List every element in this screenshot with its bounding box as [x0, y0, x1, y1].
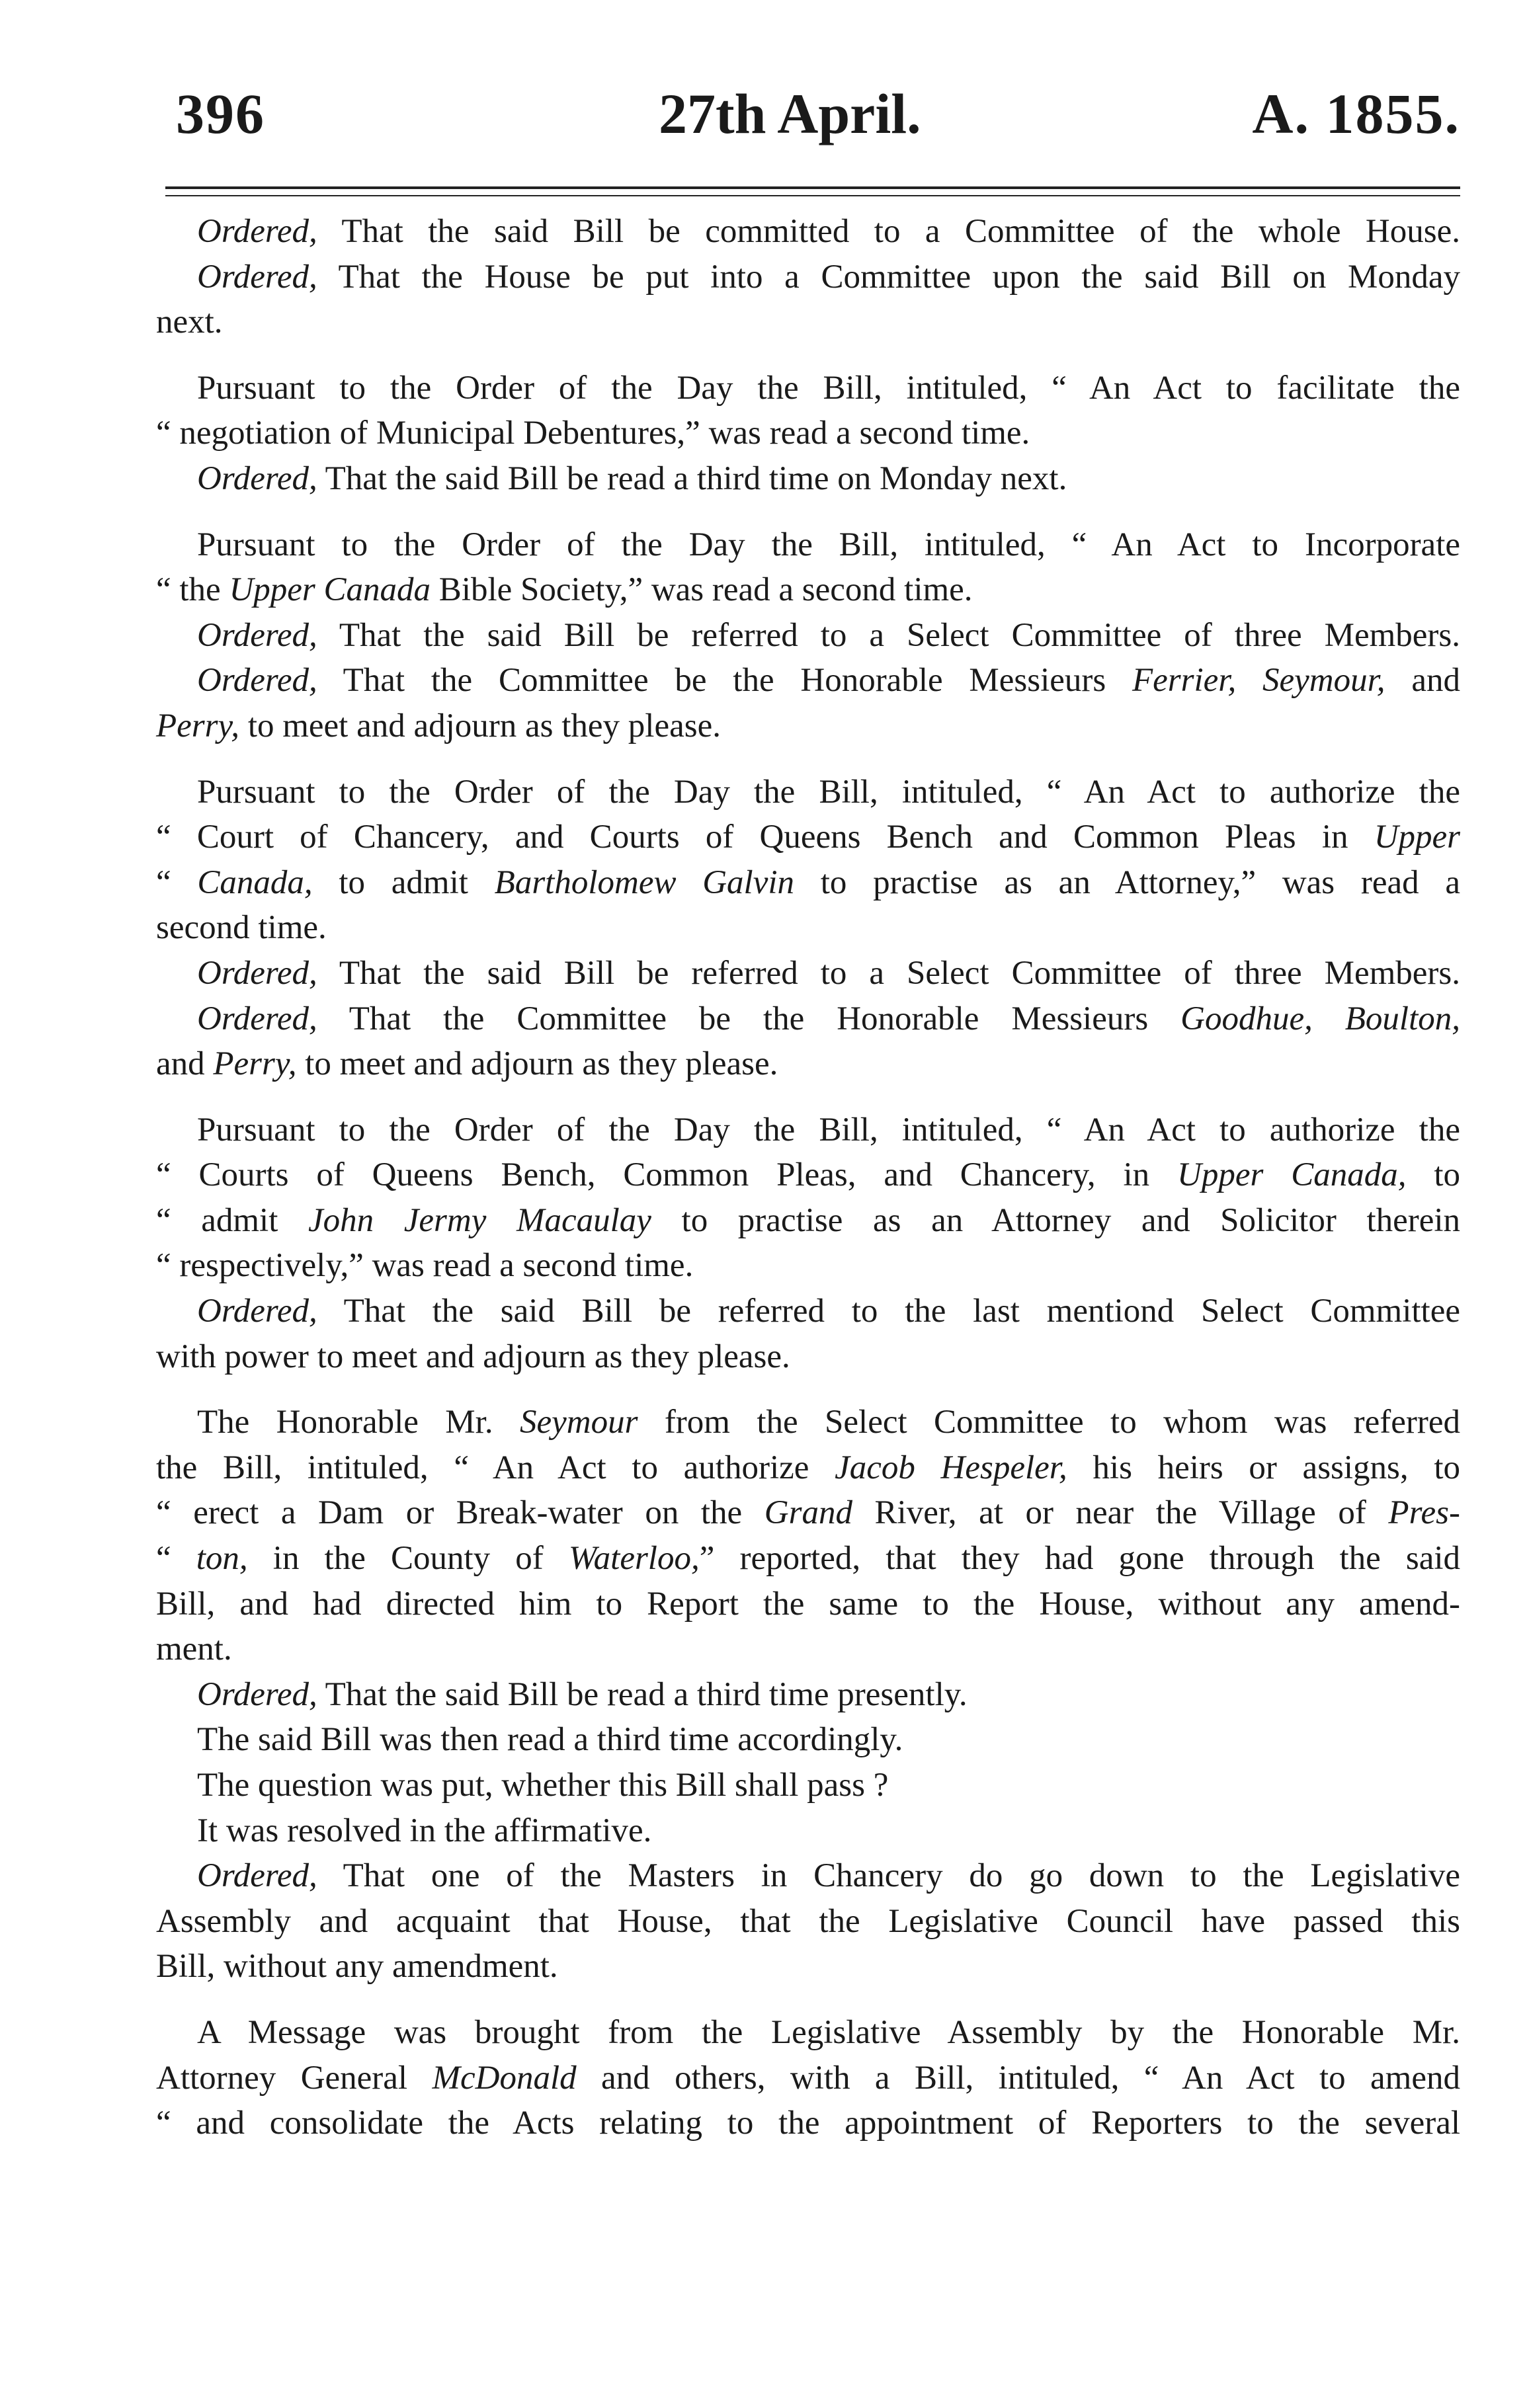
text-line: The Honorable Mr. Seymour from the Select Committee to whom was referred — [197, 1404, 1461, 1441]
text-line: Bill, without any amendment. — [156, 1948, 558, 1986]
text-line: Assembly and acquaint that House, that the Legislative Council have passed this — [156, 1902, 1460, 1940]
text-line: Pursuant to the Order of the Day the Bill, intituled, “ An Act to facilitate the — [197, 369, 1460, 407]
text-line: second time. — [156, 909, 327, 947]
text-line: Ordered, That the Committee be the Honorable Messieurs Ferrier, Seymour, and — [197, 662, 1460, 700]
text-line: Ordered, That the said Bill be referred to a Select Committee of three Members. — [197, 616, 1460, 654]
page-number: 396 — [176, 82, 265, 145]
text-line: “ the Upper Canada Bible Society,” was read a second time. — [156, 571, 973, 609]
text-line: “ and consolidate the Acts relating to the appointment of Reporters to the several — [156, 2105, 1460, 2142]
text-line: “ Court of Chancery, and Courts of Queens Bench and Common Pleas in Upper — [156, 819, 1461, 856]
text-line: Ordered, That the said Bill be referred to the last mentiond Select Committee — [197, 1293, 1460, 1330]
text-line: “ respectively,” was read a second time. — [156, 1247, 694, 1285]
text-line: It was resolved in the affirmative. — [197, 1812, 652, 1849]
header-rule-thick — [165, 186, 1460, 189]
text-line: The said Bill was then read a third time accordingly. — [197, 1721, 903, 1759]
document-page — [156, 79, 1461, 2142]
text-line: and Perry, to meet and adjourn as they please. — [156, 1045, 778, 1083]
text-line: Perry, to meet and adjourn as they please. — [156, 707, 721, 744]
text-line: “ Canada, to admit Bartholomew Galvin to practise as an Attorney,” was read a — [156, 863, 1460, 901]
text-line: “ ton, in the County of Waterloo,” reported, that they had gone through the said — [156, 1540, 1460, 1578]
text-line: Ordered, That the said Bill be committed to a Committee of the whole House. — [197, 213, 1460, 250]
text-line: with power to meet and adjourn as they please. — [156, 1338, 790, 1375]
header-rule-thin — [165, 195, 1460, 196]
text-line: Ordered, That the said Bill be read a third time on Monday next. — [197, 460, 1067, 497]
text-line: “ admit John Jermy Macaulay to practise as an Attorney and Solicitor therein — [156, 1201, 1461, 1239]
text-line: Attorney General McDonald and others, with a Bill, intituled, “ An Act to amend — [156, 2059, 1460, 2097]
journal-text — [156, 209, 1460, 2146]
text-line: next. — [156, 303, 223, 341]
text-line: Ordered, That the said Bill be referred to a Select Committee of three Members. — [197, 954, 1460, 992]
page-year: A. 1855. — [1252, 82, 1460, 145]
running-header — [156, 79, 1460, 179]
text-line: Ordered, That one of the Masters in Chancery do go down to the Legislative — [197, 1857, 1460, 1895]
text-line: Ordered, That the said Bill be read a third time presently. — [197, 1675, 968, 1713]
text-line: ment. — [156, 1630, 232, 1668]
text-line: the Bill, intituled, “ An Act to authorize Jacob Hespeler, his heirs or assigns, to — [156, 1449, 1460, 1486]
text-line: A Message was brought from the Legislative Assembly by the Honorable Mr. — [197, 2013, 1460, 2051]
text-line: Pursuant to the Order of the Day the Bill, intituled, “ An Act to Incorporate — [197, 526, 1460, 563]
text-line: The question was put, whether this Bill shall pass ? — [197, 1767, 889, 1804]
text-line: Bill, and had directed him to Report the same to the House, without any amend- — [156, 1585, 1460, 1623]
page-date: 27th April. — [659, 82, 921, 145]
text-line: Pursuant to the Order of the Day the Bill, intituled, “ An Act to authorize the — [197, 773, 1460, 811]
text-line: Ordered, That the House be put into a Committee upon the said Bill on Monday — [197, 258, 1460, 296]
text-line: “ Courts of Queens Bench, Common Pleas, and Chancery, in Upper Canada, to — [156, 1156, 1461, 1194]
text-line: “ negotiation of Municipal Debentures,” was read a second time. — [156, 415, 1030, 452]
text-line: “ erect a Dam or Break-water on the Grand River, at or near the Village of Pres- — [156, 1494, 1460, 1532]
text-line: Pursuant to the Order of the Day the Bill, intituled, “ An Act to authorize the — [197, 1111, 1460, 1148]
text-line: Ordered, That the Committee be the Honorable Messieurs Goodhue, Boulton, — [197, 1000, 1460, 1037]
